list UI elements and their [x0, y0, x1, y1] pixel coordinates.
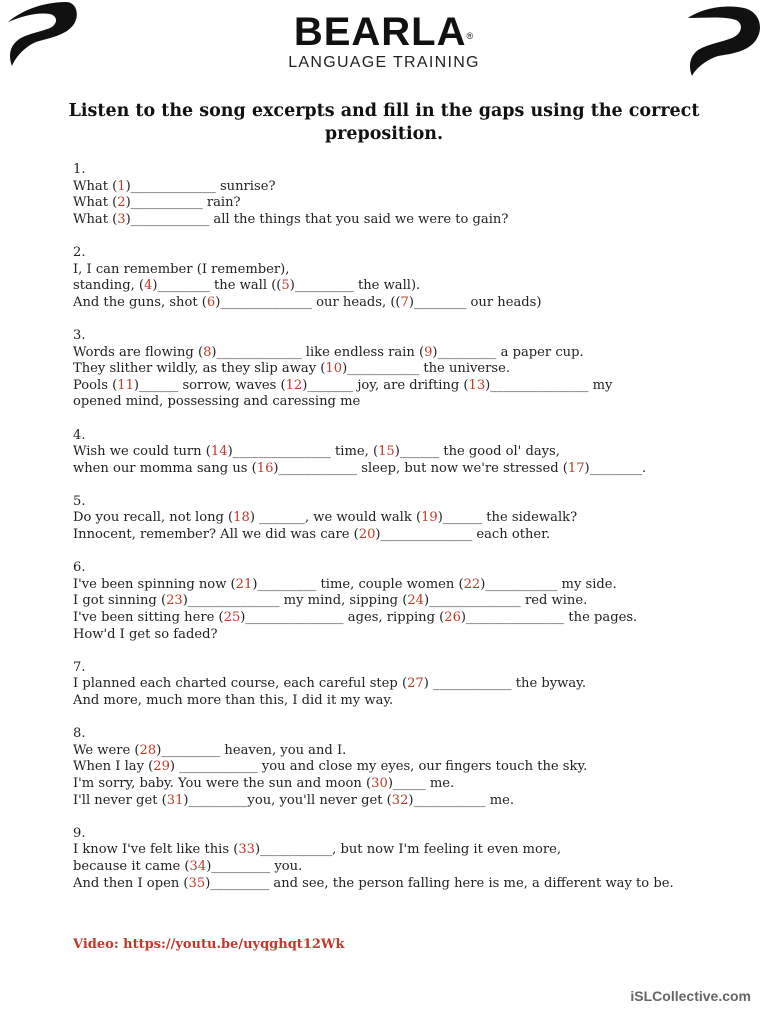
- line-text: )___________ the universe.: [342, 361, 511, 377]
- line-text: )_________ the wall).: [289, 278, 421, 294]
- line-text: )____________ sleep, but now we're stressed (: [273, 460, 568, 476]
- line-text: ) _______, we would walk (: [249, 510, 422, 526]
- exercise-line: [73, 593, 733, 610]
- exercise-line: [73, 876, 733, 893]
- gap-number: 28: [139, 742, 157, 758]
- gap-number: 22: [463, 576, 481, 592]
- exercise-line: [73, 676, 733, 693]
- line-text: )_______________ time, (: [227, 444, 379, 460]
- exercise-line: [73, 345, 733, 362]
- line-text: When I lay (: [73, 759, 154, 775]
- line-text: )_______________ ages, ripping (: [240, 610, 445, 626]
- section-number: 7.: [73, 659, 86, 675]
- exercise-line: [73, 610, 733, 627]
- line-text: opened mind, possessing and caressing me: [73, 394, 361, 410]
- line-text: Wish we could turn (: [73, 444, 211, 460]
- line-text: )___________ me.: [408, 792, 515, 808]
- line-text: )_________you, you'll never get (: [183, 792, 392, 808]
- exercise-line: [73, 627, 733, 644]
- section-number: 3.: [73, 327, 86, 343]
- watermark: iSLCollective.com: [630, 988, 751, 1004]
- line-text: )______ the sidewalk?: [437, 510, 578, 526]
- section-number: 4.: [73, 427, 86, 443]
- exercise-section: [73, 560, 733, 643]
- gap-number: 20: [358, 527, 376, 543]
- exercise-line: [73, 361, 733, 378]
- exercise-section: [73, 428, 733, 478]
- exercise-line: [73, 776, 733, 793]
- line-text: They slither wildly, as they slip away (: [73, 361, 326, 377]
- line-text: I've been sitting here (: [73, 610, 224, 626]
- gap-number: 2: [117, 195, 126, 211]
- line-text: I, I can remember (I remember),: [73, 261, 290, 277]
- exercise-line: [73, 278, 733, 295]
- line-text: I know I've felt like this (: [73, 842, 239, 858]
- line-text: )_________ you.: [206, 858, 303, 874]
- gap-number: 26: [444, 610, 461, 626]
- gap-number: 19: [421, 510, 438, 526]
- gap-number: 6: [206, 294, 216, 310]
- gap-number: 18: [233, 510, 250, 526]
- line-text: )______ sorrow, waves (: [133, 377, 286, 393]
- line-text: )___________, but now I'm feeling it even more,: [255, 842, 562, 858]
- gap-number: 14: [210, 444, 228, 460]
- line-text: Innocent, remember? All we did was care (: [73, 527, 359, 543]
- exercise-section: [73, 245, 733, 311]
- line-text: )________ our heads): [408, 294, 542, 310]
- brand-header: [0, 10, 768, 72]
- gap-number: 3: [117, 211, 126, 227]
- exercise-line: [73, 295, 733, 312]
- gap-number: 32: [391, 792, 409, 808]
- page-title: Listen to the song excerpts and fill in the gaps using the correct preposition.: [68, 101, 700, 144]
- exercise-section: [73, 494, 733, 544]
- line-text: What (: [73, 195, 118, 211]
- section-number: 5.: [73, 493, 86, 509]
- line-text: )____________ all the things that you said we were to gain?: [125, 211, 509, 227]
- line-text: And then I open (: [73, 875, 189, 891]
- gap-number: 15: [378, 444, 395, 460]
- line-text: Pools (: [73, 377, 118, 393]
- exercise-line: [73, 693, 733, 710]
- line-text: How'd I get so faded?: [73, 626, 218, 642]
- line-text: We were (: [73, 742, 140, 758]
- section-number: 9.: [73, 825, 86, 841]
- brand-name-text: BEARLA: [293, 10, 467, 54]
- exercise-line: [73, 378, 733, 395]
- line-text: )______________ red wine.: [424, 593, 588, 609]
- section-number: 8.: [73, 726, 86, 742]
- line-text: )_____ me.: [387, 775, 455, 791]
- gap-number: 12: [285, 377, 303, 393]
- exercise-line: [73, 743, 733, 760]
- exercise-line: [73, 461, 733, 478]
- line-text: )_____________ like endless rain (: [211, 344, 425, 360]
- line-text: )_________ time, couple women (: [252, 576, 464, 592]
- brand-name: [0, 10, 768, 54]
- line-text: And more, much more than this, I did it my way.: [73, 693, 394, 708]
- gap-number: 7: [400, 294, 409, 310]
- exercise-line: [73, 842, 733, 859]
- line-text: )______________ each other.: [375, 527, 551, 543]
- exercise-line: [73, 759, 733, 776]
- line-text: And the guns, shot (: [73, 294, 207, 310]
- gap-number: 1: [117, 178, 126, 194]
- gap-number: 9: [424, 344, 433, 360]
- gap-number: 8: [203, 344, 212, 360]
- brand-subtitle: LANGUAGE TRAINING: [288, 54, 480, 71]
- exercise-line: [73, 577, 733, 594]
- gap-number: 25: [223, 610, 241, 626]
- line-text: because it came (: [73, 858, 190, 874]
- line-text: I got sinning (: [73, 593, 167, 609]
- line-text: )________.: [584, 460, 647, 476]
- gap-number: 24: [407, 593, 425, 609]
- line-text: What (: [73, 211, 118, 227]
- exercise-section: [73, 826, 733, 892]
- section-number: 2.: [73, 244, 86, 260]
- exercise-body: [73, 162, 733, 909]
- line-text: Do you recall, not long (: [73, 510, 234, 526]
- gap-number: 10: [325, 361, 343, 377]
- gap-number: 29: [153, 759, 170, 775]
- exercise-line: [73, 444, 733, 461]
- exercise-line: [73, 394, 733, 411]
- gap-number: 17: [567, 460, 585, 476]
- gap-number: 5: [281, 278, 290, 294]
- exercise-line: [73, 527, 733, 544]
- line-text: I've been spinning now (: [73, 576, 236, 592]
- line-text: I planned each charted course, each careful step (: [73, 676, 408, 692]
- gap-number: 30: [371, 775, 388, 791]
- line-text: )_________ heaven, you and I.: [156, 742, 347, 758]
- line-text: ) ____________ you and close my eyes, our fingers touch the sky.: [169, 759, 588, 775]
- line-text: )_________ a paper cup.: [432, 344, 584, 360]
- exercise-section: [73, 328, 733, 411]
- line-text: Words are flowing (: [73, 344, 204, 360]
- gap-number: 13: [468, 377, 486, 393]
- section-number: 1.: [73, 162, 86, 177]
- line-text: )_____________ sunrise?: [125, 178, 276, 194]
- line-text: )_________ and see, the person falling here is me, a different way to be.: [205, 875, 674, 891]
- line-text: )___________ my side.: [480, 576, 617, 592]
- line-text: )___________ rain?: [125, 195, 241, 211]
- line-text: )_______ joy, are drifting (: [302, 377, 469, 393]
- exercise-line: [73, 510, 733, 527]
- line-text: )_______________ my: [485, 377, 613, 393]
- line-text: I'm sorry, baby. You were the sun and moon (: [73, 775, 372, 791]
- line-text: )_______________ the pages.: [460, 610, 638, 626]
- line-text: I'll never get (: [73, 792, 167, 808]
- exercise-section: [73, 726, 733, 809]
- gap-number: 33: [238, 842, 256, 858]
- exercise-section: [73, 660, 733, 710]
- gap-number: 4: [144, 278, 153, 294]
- exercise-line: [73, 195, 733, 212]
- line-text: ) ____________ the byway.: [423, 676, 586, 692]
- gap-number: 11: [117, 377, 134, 393]
- exercise-section: [73, 162, 733, 228]
- gap-number: 35: [188, 875, 206, 891]
- registered-mark: ®: [466, 31, 475, 41]
- line-text: when our momma sang us (: [73, 460, 257, 476]
- exercise-line: [73, 793, 733, 810]
- exercise-line: [73, 859, 733, 876]
- line-text: )________ the wall ((: [152, 278, 282, 294]
- gap-number: 16: [256, 460, 274, 476]
- gap-number: 34: [189, 858, 207, 874]
- video-link[interactable]: Video: https://youtu.be/uyqghqt12Wk: [73, 937, 345, 952]
- gap-number: 21: [235, 576, 253, 592]
- gap-number: 23: [166, 593, 183, 609]
- exercise-line: [73, 212, 733, 229]
- line-text: What (: [73, 178, 118, 194]
- section-number: 6.: [73, 560, 86, 576]
- line-text: )______ the good ol' days,: [394, 444, 560, 460]
- exercise-line: [73, 179, 733, 196]
- gap-number: 27: [407, 676, 424, 692]
- gap-number: 31: [166, 792, 184, 808]
- line-text: standing, (: [73, 278, 145, 294]
- exercise-line: [73, 262, 733, 279]
- line-text: )______________ our heads, ((: [215, 294, 401, 310]
- line-text: )______________ my mind, sipping (: [182, 593, 408, 609]
